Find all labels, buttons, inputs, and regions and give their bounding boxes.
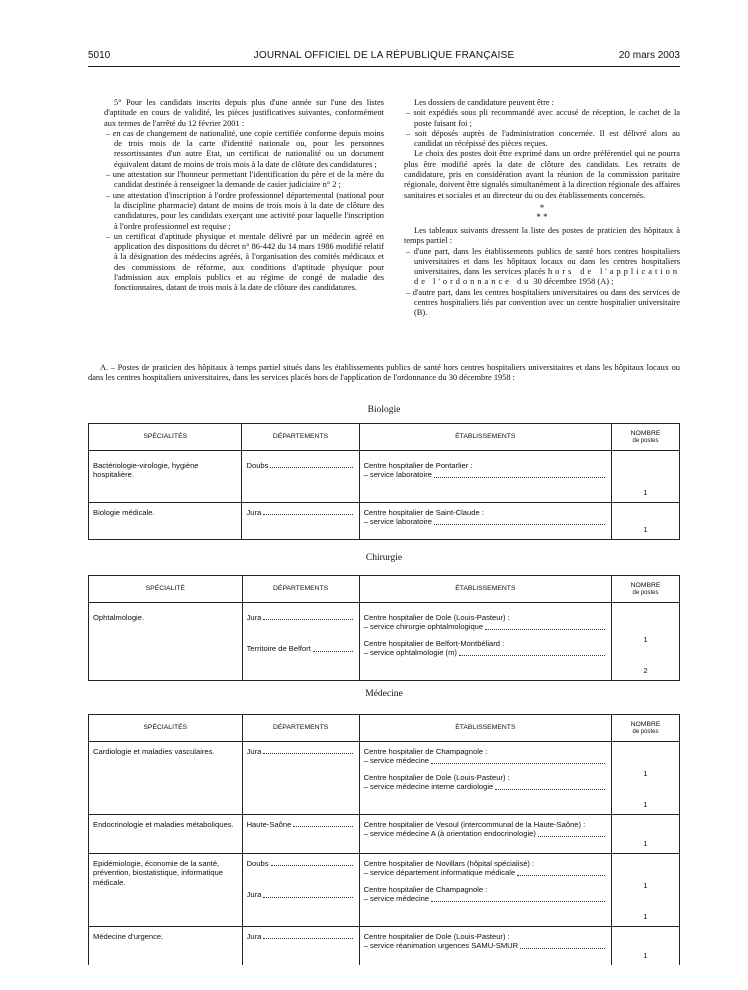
dot-leader (517, 868, 605, 875)
cell-departement (242, 854, 359, 927)
col-header: DÉPARTEMENTS (242, 424, 359, 451)
cell-nombre (612, 742, 680, 815)
nombre-value: 1 (643, 880, 648, 890)
table-chirurgie (88, 575, 680, 681)
cell-nombre (612, 603, 680, 681)
service-name: – service médecine A (à orientation endocrinologie) (363, 829, 536, 839)
dept-name: Jura (246, 508, 262, 517)
separator-stars (404, 204, 680, 222)
left-column (104, 98, 384, 294)
issue-date: 20 mars 2003 (618, 50, 680, 61)
dot-leader (485, 622, 605, 629)
list-item (404, 247, 680, 288)
dot-leader (313, 644, 353, 651)
cell-etablissement (359, 503, 611, 540)
cell-departement (242, 815, 359, 854)
paragraph: Les tableaux suivants dressent la liste des postes de praticien des hôpitaux à temps partiel : (404, 225, 680, 246)
table-row (89, 603, 680, 681)
col-header-nombre (612, 424, 680, 451)
nombre-value: 2 (643, 665, 648, 675)
dot-leader (431, 894, 605, 901)
dot-leader (263, 613, 352, 620)
cell-nombre: 1 (612, 815, 680, 854)
dot-leader (538, 829, 605, 836)
star-top: * (539, 202, 545, 213)
etab-name: Centre hospitalier de Champagnole : (363, 747, 488, 756)
col-header: ÉTABLISSEMENTS (359, 715, 611, 742)
dot-leader (434, 470, 605, 477)
dot-leader (270, 461, 352, 468)
nombre-value: 1 (643, 911, 648, 921)
cell-specialite: Endocrinologie et maladies métaboliques. (89, 815, 243, 854)
cell-specialite: Cardiologie et maladies vasculaires. (89, 742, 243, 815)
list-item: – d'autre part, dans les centres hospitaliers universitaires ou dans des services de centres hospitaliers liés par convention avec un centre hospitalier universitaire (B). (406, 287, 680, 318)
table-medecine (88, 714, 680, 965)
section-title-biologie: Biologie (367, 405, 401, 415)
etab-name: Centre hospitalier de Belfort-Montbéliard : (363, 638, 505, 648)
section-a-intro: A. – Postes de praticien des hôpitaux à temps partiel situés dans les établissements publics de santé hors centres hospitaliers universitaires et dans les hôpitaux locaux ou dans les centres hospitaliers universitaires, dans les services placés hors de l'application de l'ordonnance du 30 décembre 1958 : (88, 363, 680, 383)
cell-etablissement (359, 854, 611, 927)
service-name: – service médecine interne cardiologie (363, 782, 494, 792)
col-header: SPÉCIALITÉS (89, 424, 242, 451)
col-header-nombre (612, 715, 680, 742)
cell-specialite: Ophtalmologie. (89, 603, 243, 681)
paragraph: Le choix des postes doit être exprimé dans un ordre préférentiel qui ne pourra plus être modifié après la date de clôture des candidats. Les retraits de candidature, pris en considération avant la réunion de la commission paritaire régionale, doivent être signalés simultanément à la direction régionale des affaires sanitaires et sociales et au directeur du ou des établissements concernés. (404, 149, 680, 200)
dept-name: Jura (246, 747, 262, 756)
etab-name: Centre hospitalier de Dole (Louis-Pasteur) : (363, 772, 510, 782)
table-row (89, 503, 680, 540)
star-bottom: * * (536, 211, 548, 222)
dept-name: Jura (246, 890, 262, 900)
dot-leader (459, 648, 605, 655)
dot-leader (271, 859, 353, 866)
col-header: DÉPARTEMENTS (242, 715, 359, 742)
dot-leader (431, 756, 605, 763)
paragraph: Les dossiers de candidature peuvent être : (414, 98, 554, 107)
cell-nombre (612, 854, 680, 927)
cell-departement (242, 603, 359, 681)
table-row (89, 927, 680, 966)
dept-name: Jura (246, 932, 262, 941)
dept-name: Territoire de Belfort (246, 644, 311, 654)
header-line: de postes (632, 590, 659, 597)
table-row (89, 815, 680, 854)
dot-leader (263, 932, 352, 939)
etab-name: Centre hospitalier de Champagnole : (363, 884, 488, 894)
list-item: – soit déposés auprès de l'administration concernée. Il est délivré alors au candidat un récépissé des pièces reçues. (406, 128, 680, 149)
section-title-medecine: Médecine (365, 689, 403, 699)
cell-etablissement (359, 451, 611, 503)
cell-nombre: 1 (612, 503, 680, 540)
dot-leader (263, 508, 352, 515)
justificatives-list (104, 129, 384, 294)
dot-leader (495, 782, 605, 789)
header-rule (88, 66, 680, 67)
service-name: – service médecine (363, 894, 430, 904)
list-item: – en cas de changement de nationalité, une copie certifiée conforme depuis moins de trois mois de la carte d'identité nationale ou, pour les personnes ressortissantes d'un autre Etat, un certificat de nationalité ou un document équivalent datant de moins de trois mois à la date de clôture des candidatures ; (106, 128, 384, 169)
service-name: – service médecine (363, 756, 430, 766)
list-item-text: – d'une part, dans les établissements publics de santé hors centres hospitaliers universitaires et dans les hôpitaux locaux ou dans les centres hospitaliers universitaires, dans les services placés (406, 246, 680, 277)
header-line: NOMBRE (630, 429, 661, 437)
dot-leader (293, 820, 352, 827)
dot-leader (520, 941, 605, 948)
col-header: SPÉCIALITÉ (89, 576, 243, 603)
page-number: 5010 (88, 50, 111, 61)
section-title-chirurgie: Chirurgie (365, 553, 403, 563)
etab-name: Centre hospitalier de Pontarlier : (363, 461, 473, 470)
list-item-date: 30 décembre 1958 (A) ; (533, 277, 614, 287)
col-header: ÉTABLISSEMENTS (359, 576, 611, 603)
dept-name: Jura (246, 613, 262, 622)
cell-etablissement (359, 603, 611, 681)
dept-name: Doubs (246, 859, 269, 868)
table-row (89, 854, 680, 927)
cell-specialite: Médecine d'urgence. (89, 927, 243, 966)
dept-name: Haute-Saône (246, 820, 292, 829)
service-name: – service département informatique médicale (363, 868, 516, 878)
cell-specialite: Bactériologie-virologie, hygiène hospitalière. (89, 451, 242, 503)
col-header: DÉPARTEMENTS (242, 576, 359, 603)
cell-etablissement (359, 742, 611, 815)
cell-nombre: 1 (612, 927, 680, 966)
service-name: – service ophtalmologie (m) (363, 648, 457, 658)
list-item: – une attestation d'inscription à l'ordre professionnel départemental (national pour la discipline pharmacie) datant de moins de trois mois à la date de clôture des candidatures, pour les candidats exerçant une activité pour laquelle l'inscription à l'ordre professionnel est requise ; (106, 190, 384, 231)
dossier-list (404, 108, 680, 149)
list-item: – soit expédiés sous pli recommandé avec accusé de réception, le cachet de la poste faisant foi ; (406, 108, 680, 128)
cell-specialite: Biologie médicale. (89, 503, 242, 540)
header-line: NOMBRE (630, 720, 661, 728)
page-header (88, 50, 680, 64)
header-line: de postes (632, 729, 659, 736)
cell-specialite: Epidémiologie, économie de la santé, prévention, biostatistique, informatique médicale. (89, 854, 243, 927)
col-header-nombre (612, 576, 680, 603)
nombre-value: 1 (643, 634, 648, 644)
cell-departement (242, 927, 359, 966)
etab-name: Centre hospitalier de Vesoul (intercommunal de la Haute-Saône) : (363, 820, 586, 829)
nombre-value: 1 (643, 768, 648, 778)
cell-departement (242, 451, 359, 503)
list-item-spaced-text: hors de l'application de l'ordonnance du (414, 267, 681, 287)
col-header: ÉTABLISSEMENTS (359, 424, 611, 451)
list-item: – un certificat d'aptitude physique et mentale délivré par un médecin agréé en application des dispositions du décret n° 86-442 du 14 mars 1986 modifié relatif à la désignation des médecins agréés, à l'organisation des comités médicaux et des commissions de réforme, aux conditions d'aptitude physique pour l'admission aux emplois publics et au régime de congé de maladie des fonctionnaires, datant de trois mois à la date de clôture des candidatures. (106, 231, 384, 293)
cell-departement (242, 742, 359, 815)
col-header: SPÉCIALITÉS (89, 715, 243, 742)
table-biologie (88, 423, 680, 540)
dot-leader (263, 747, 352, 754)
service-name: – service laboratoire (363, 517, 432, 527)
service-name: – service réanimation urgences SAMU-SMUR (363, 941, 519, 951)
etab-name: Centre hospitalier de Dole (Louis-Pasteur) : (363, 932, 510, 941)
right-column (404, 98, 680, 319)
table-row (89, 742, 680, 815)
journal-title: JOURNAL OFFICIEL DE LA RÉPUBLIQUE FRANÇAISE (253, 50, 515, 61)
dot-leader (263, 890, 352, 897)
header-line: NOMBRE (630, 581, 661, 589)
table-row (89, 451, 680, 503)
etab-name: Centre hospitalier de Saint-Claude : (363, 508, 484, 517)
cell-departement (242, 503, 359, 540)
tableaux-list (404, 247, 680, 319)
list-item: – une attestation sur l'honneur permettant l'identification du père et de la mère du candidat destinée à renseigner la demande de casier judiciaire n° 2 ; (106, 170, 384, 190)
etab-name: Centre hospitalier de Novillars (hôpital spécialisé) : (363, 859, 535, 868)
service-name: – service laboratoire (363, 470, 432, 480)
nombre-value: 1 (643, 799, 648, 809)
cell-etablissement (359, 927, 611, 966)
paragraph: 5° Pour les candidats inscrits depuis plus d'une année sur l'une des listes d'aptitude en cours de validité, les pièces justificatives suivantes, conformément aux termes de l'arrêté du 12 février 2001 : (104, 98, 384, 128)
etab-name: Centre hospitalier de Dole (Louis-Pasteur) : (363, 613, 510, 622)
dot-leader (434, 517, 605, 524)
cell-nombre: 1 (612, 451, 680, 503)
header-line: de postes (632, 438, 659, 445)
service-name: – service chirurgie ophtalmologique (363, 622, 484, 632)
dept-name: Doubs (246, 461, 269, 470)
cell-etablissement (359, 815, 611, 854)
